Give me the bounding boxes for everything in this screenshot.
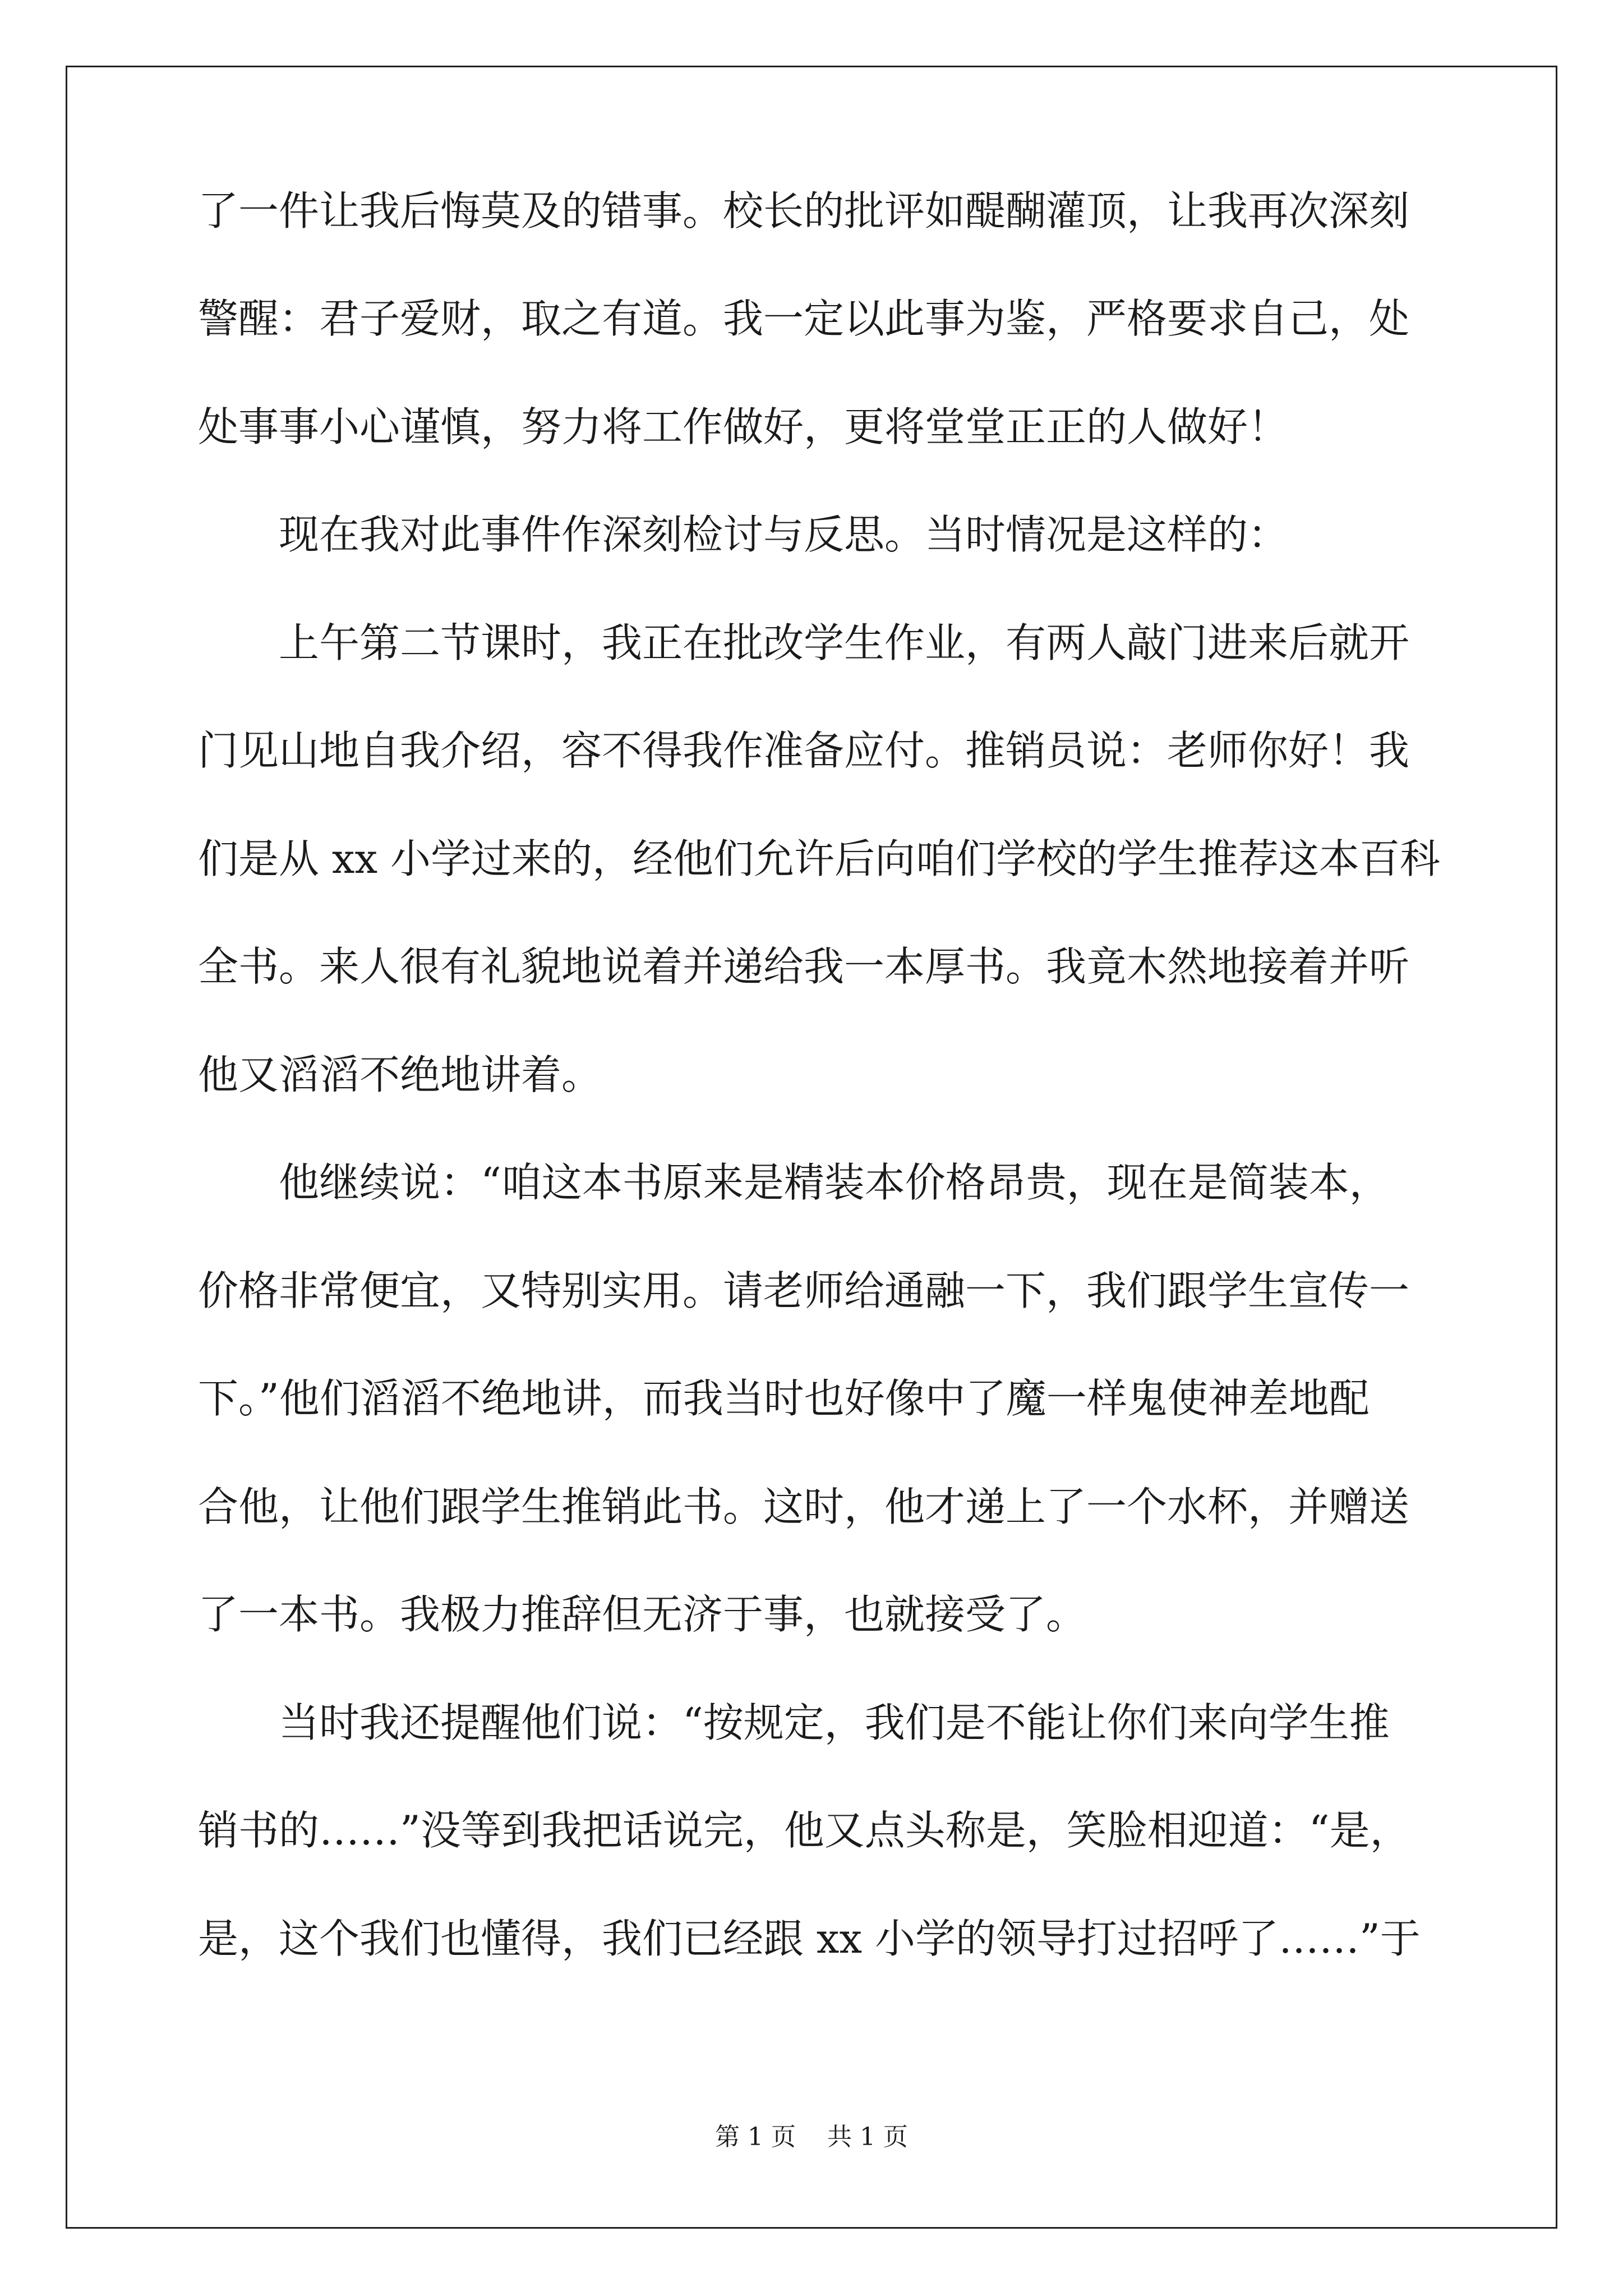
text-line: 警醒：君子爱财，取之有道。我一定以此事为鉴，严格要求自己，处: [198, 295, 1410, 342]
text-line: 了一本书。我极力推辞但无济于事，也就接受了。: [198, 1591, 1087, 1638]
paragraph-first-line: 当时我还提醒他们说：“按规定，我们是不能让你们来向学生推: [279, 1699, 1390, 1746]
text-line: 是，这个我们也懂得，我们已经跟 xx 小学的领导打过招呼了……”于: [198, 1915, 1421, 1962]
text-line: 门见山地自我介绍，容不得我作准备应付。推销员说：老师你好！我: [198, 727, 1410, 774]
text-line: 们是从 xx 小学过来的，经他们允许后向咱们学校的学生推荐这本百科: [198, 835, 1440, 882]
page-number-footer: 第 1 页 共 1 页: [715, 2123, 908, 2151]
paragraph-first-line: 现在我对此事件作深刻检讨与反思。当时情况是这样的：: [279, 511, 1289, 558]
text-line: 了一件让我后悔莫及的错事。校长的批评如醍醐灌顶，让我再次深刻: [198, 187, 1410, 234]
paragraph-first-line: 他继续说：“咱这本书原来是精装本价格昂贵，现在是简装本，: [279, 1159, 1390, 1206]
text-line: 他又滔滔不绝地讲着。: [198, 1051, 602, 1098]
text-line: 处事事小心谨慎，努力将工作做好，更将堂堂正正的人做好！: [198, 403, 1289, 450]
paragraph-first-line: 上午第二节课时，我正在批改学生作业，有两人敲门进来后就开: [279, 619, 1410, 666]
text-line: 销书的……”没等到我把话说完，他又点头称是，笑脸相迎道：“是，: [198, 1807, 1410, 1854]
text-line: 下。”他们滔滔不绝地讲，而我当时也好像中了魔一样鬼使神差地配: [198, 1375, 1370, 1422]
page-border: [66, 66, 1557, 2229]
text-line: 全书。来人很有礼貌地说着并递给我一本厚书。我竟木然地接着并听: [198, 943, 1410, 990]
text-line: 价格非常便宜，又特别实用。请老师给通融一下，我们跟学生宣传一: [198, 1267, 1410, 1314]
text-line: 合他，让他们跟学生推销此书。这时，他才递上了一个水杯，并赠送: [198, 1483, 1410, 1530]
